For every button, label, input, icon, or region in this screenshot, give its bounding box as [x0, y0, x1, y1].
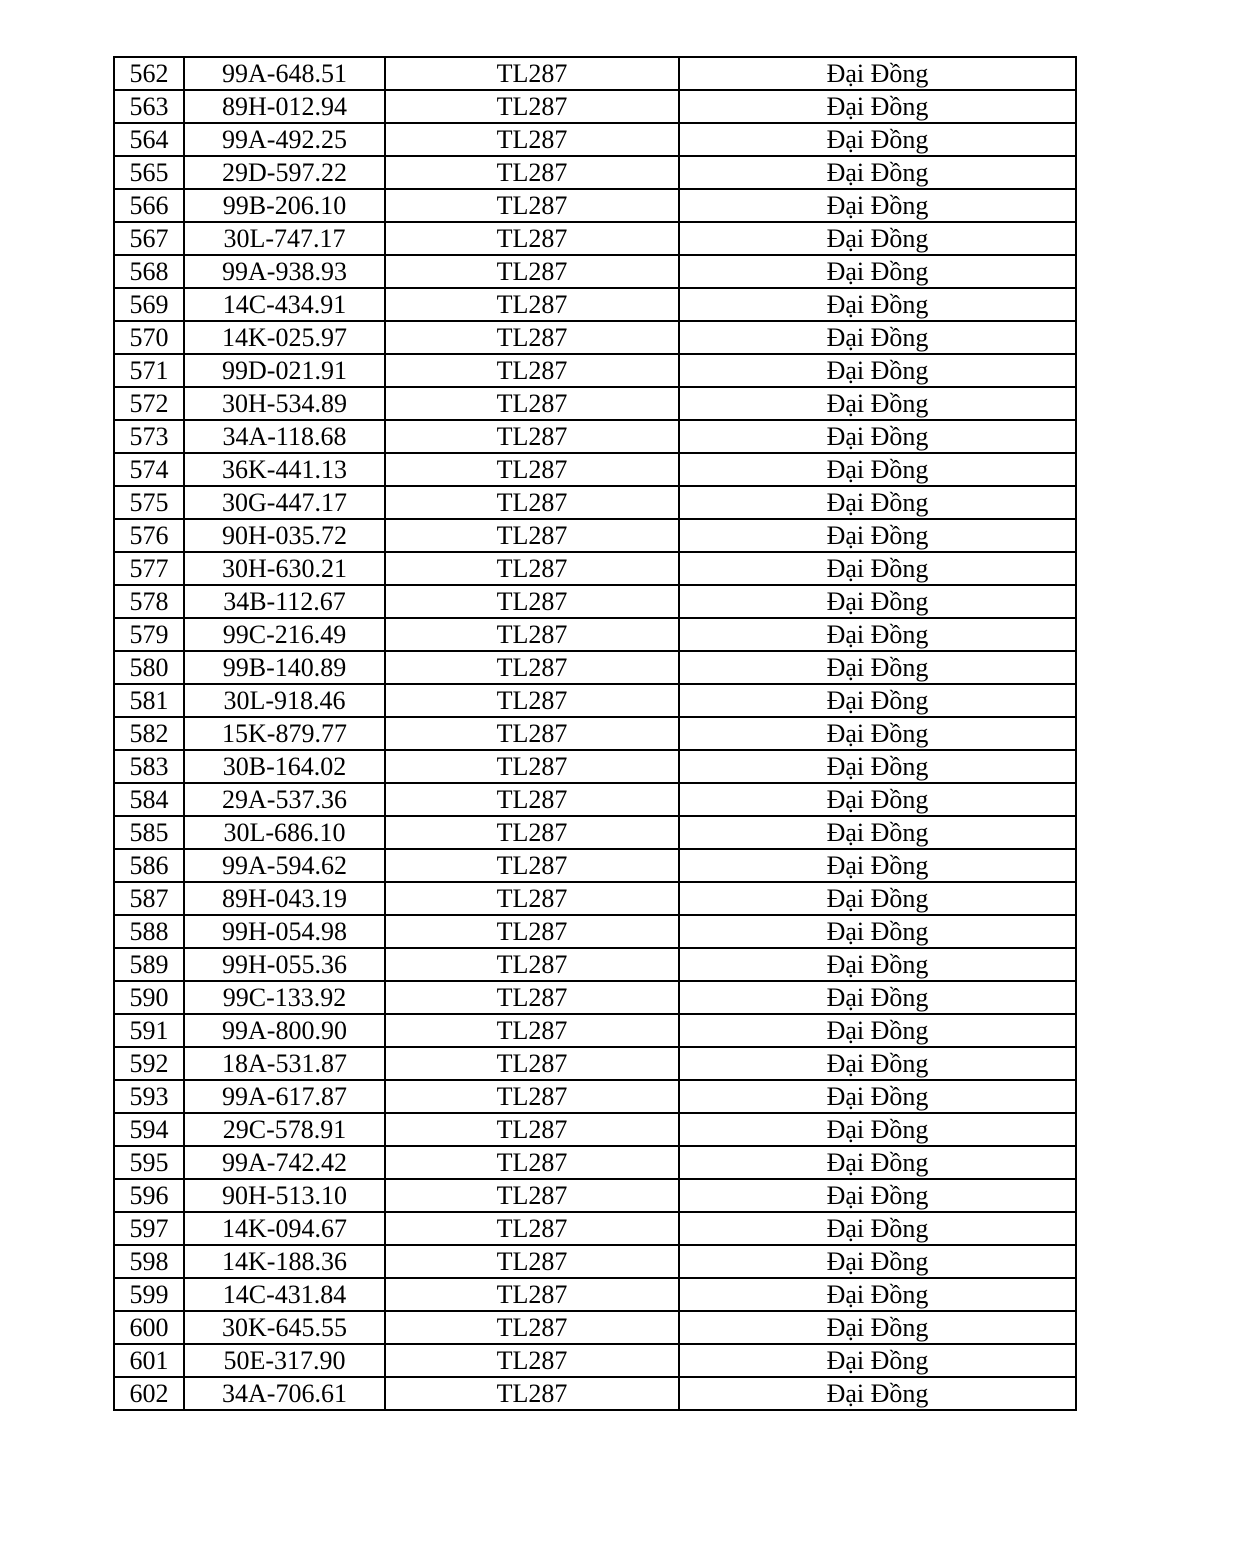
location-cell: Đại Đồng	[679, 222, 1076, 255]
license-plate-cell: 30L-747.17	[184, 222, 385, 255]
license-plate-cell: 15K-879.77	[184, 717, 385, 750]
table-row	[114, 717, 1076, 750]
table-row	[114, 1047, 1076, 1080]
license-plate-cell: 89H-043.19	[184, 882, 385, 915]
license-plate-cell: 34A-706.61	[184, 1377, 385, 1410]
row-number-cell: 574	[114, 453, 184, 486]
table-row	[114, 882, 1076, 915]
row-number-cell: 586	[114, 849, 184, 882]
table-row	[114, 816, 1076, 849]
road-cell: TL287	[385, 387, 679, 420]
location-cell: Đại Đồng	[679, 387, 1076, 420]
license-plate-cell: 34A-118.68	[184, 420, 385, 453]
table-row	[114, 486, 1076, 519]
location-cell: Đại Đồng	[679, 717, 1076, 750]
location-cell: Đại Đồng	[679, 783, 1076, 816]
road-cell: TL287	[385, 486, 679, 519]
row-number-cell: 567	[114, 222, 184, 255]
license-plate-cell: 36K-441.13	[184, 453, 385, 486]
location-cell: Đại Đồng	[679, 255, 1076, 288]
license-plate-cell: 99A-492.25	[184, 123, 385, 156]
location-cell: Đại Đồng	[679, 948, 1076, 981]
location-cell: Đại Đồng	[679, 585, 1076, 618]
road-cell: TL287	[385, 783, 679, 816]
table-row	[114, 585, 1076, 618]
row-number-cell: 578	[114, 585, 184, 618]
license-plate-cell: 14K-094.67	[184, 1212, 385, 1245]
table-row	[114, 354, 1076, 387]
road-cell: TL287	[385, 585, 679, 618]
table-row	[114, 1014, 1076, 1047]
road-cell: TL287	[385, 882, 679, 915]
license-plate-cell: 99A-800.90	[184, 1014, 385, 1047]
location-cell: Đại Đồng	[679, 618, 1076, 651]
table-row	[114, 519, 1076, 552]
table-row	[114, 288, 1076, 321]
row-number-cell: 580	[114, 651, 184, 684]
license-plate-cell: 99A-648.51	[184, 57, 385, 90]
table-row	[114, 1179, 1076, 1212]
location-cell: Đại Đồng	[679, 849, 1076, 882]
row-number-cell: 570	[114, 321, 184, 354]
row-number-cell: 588	[114, 915, 184, 948]
row-number-cell: 571	[114, 354, 184, 387]
location-cell: Đại Đồng	[679, 1245, 1076, 1278]
table-row	[114, 57, 1076, 90]
location-cell: Đại Đồng	[679, 123, 1076, 156]
table-row	[114, 948, 1076, 981]
location-cell: Đại Đồng	[679, 354, 1076, 387]
row-number-cell: 563	[114, 90, 184, 123]
license-plate-cell: 30H-630.21	[184, 552, 385, 585]
row-number-cell: 569	[114, 288, 184, 321]
road-cell: TL287	[385, 684, 679, 717]
license-plate-cell: 14C-431.84	[184, 1278, 385, 1311]
table-row	[114, 90, 1076, 123]
row-number-cell: 602	[114, 1377, 184, 1410]
location-cell: Đại Đồng	[679, 420, 1076, 453]
license-plate-cell: 99C-133.92	[184, 981, 385, 1014]
road-cell: TL287	[385, 519, 679, 552]
road-cell: TL287	[385, 1377, 679, 1410]
location-cell: Đại Đồng	[679, 1113, 1076, 1146]
road-cell: TL287	[385, 618, 679, 651]
road-cell: TL287	[385, 288, 679, 321]
license-plate-cell: 30H-534.89	[184, 387, 385, 420]
location-cell: Đại Đồng	[679, 981, 1076, 1014]
location-cell: Đại Đồng	[679, 816, 1076, 849]
table-row	[114, 156, 1076, 189]
road-cell: TL287	[385, 552, 679, 585]
license-plate-cell: 30G-447.17	[184, 486, 385, 519]
road-cell: TL287	[385, 255, 679, 288]
location-cell: Đại Đồng	[679, 1014, 1076, 1047]
row-number-cell: 590	[114, 981, 184, 1014]
license-plate-cell: 30K-645.55	[184, 1311, 385, 1344]
row-number-cell: 597	[114, 1212, 184, 1245]
table-row	[114, 981, 1076, 1014]
row-number-cell: 565	[114, 156, 184, 189]
table-row	[114, 420, 1076, 453]
road-cell: TL287	[385, 1113, 679, 1146]
table-row	[114, 1080, 1076, 1113]
row-number-cell: 595	[114, 1146, 184, 1179]
road-cell: TL287	[385, 420, 679, 453]
row-number-cell: 564	[114, 123, 184, 156]
row-number-cell: 594	[114, 1113, 184, 1146]
license-plate-cell: 99H-054.98	[184, 915, 385, 948]
table-row	[114, 552, 1076, 585]
table-row	[114, 1113, 1076, 1146]
table-row	[114, 189, 1076, 222]
license-plate-cell: 99D-021.91	[184, 354, 385, 387]
location-cell: Đại Đồng	[679, 519, 1076, 552]
license-plate-cell: 99B-206.10	[184, 189, 385, 222]
road-cell: TL287	[385, 90, 679, 123]
license-plate-cell: 99C-216.49	[184, 618, 385, 651]
table-row	[114, 453, 1076, 486]
license-plate-cell: 30L-918.46	[184, 684, 385, 717]
row-number-cell: 584	[114, 783, 184, 816]
row-number-cell: 600	[114, 1311, 184, 1344]
license-plate-cell: 99A-617.87	[184, 1080, 385, 1113]
license-plate-cell: 14K-188.36	[184, 1245, 385, 1278]
license-plate-cell: 30B-164.02	[184, 750, 385, 783]
row-number-cell: 576	[114, 519, 184, 552]
row-number-cell: 593	[114, 1080, 184, 1113]
location-cell: Đại Đồng	[679, 882, 1076, 915]
location-cell: Đại Đồng	[679, 1212, 1076, 1245]
license-plate-cell: 99A-938.93	[184, 255, 385, 288]
road-cell: TL287	[385, 1146, 679, 1179]
location-cell: Đại Đồng	[679, 1311, 1076, 1344]
row-number-cell: 566	[114, 189, 184, 222]
license-plate-cell: 18A-531.87	[184, 1047, 385, 1080]
table-body	[114, 57, 1076, 1410]
table-row	[114, 651, 1076, 684]
location-cell: Đại Đồng	[679, 1047, 1076, 1080]
license-plate-cell: 14C-434.91	[184, 288, 385, 321]
table-row	[114, 1311, 1076, 1344]
road-cell: TL287	[385, 750, 679, 783]
table-row	[114, 1278, 1076, 1311]
road-cell: TL287	[385, 189, 679, 222]
row-number-cell: 585	[114, 816, 184, 849]
row-number-cell: 562	[114, 57, 184, 90]
location-cell: Đại Đồng	[679, 288, 1076, 321]
location-cell: Đại Đồng	[679, 1179, 1076, 1212]
table-row	[114, 1245, 1076, 1278]
license-plate-cell: 14K-025.97	[184, 321, 385, 354]
road-cell: TL287	[385, 1278, 679, 1311]
road-cell: TL287	[385, 1047, 679, 1080]
table-row	[114, 783, 1076, 816]
location-cell: Đại Đồng	[679, 321, 1076, 354]
row-number-cell: 583	[114, 750, 184, 783]
location-cell: Đại Đồng	[679, 1278, 1076, 1311]
row-number-cell: 568	[114, 255, 184, 288]
location-cell: Đại Đồng	[679, 1377, 1076, 1410]
road-cell: TL287	[385, 1179, 679, 1212]
location-cell: Đại Đồng	[679, 189, 1076, 222]
row-number-cell: 575	[114, 486, 184, 519]
road-cell: TL287	[385, 156, 679, 189]
road-cell: TL287	[385, 123, 679, 156]
license-plate-cell: 29A-537.36	[184, 783, 385, 816]
license-plate-cell: 50E-317.90	[184, 1344, 385, 1377]
row-number-cell: 592	[114, 1047, 184, 1080]
road-cell: TL287	[385, 1014, 679, 1047]
row-number-cell: 589	[114, 948, 184, 981]
table-row	[114, 123, 1076, 156]
table-row	[114, 1146, 1076, 1179]
row-number-cell: 587	[114, 882, 184, 915]
location-cell: Đại Đồng	[679, 1344, 1076, 1377]
table-row	[114, 255, 1076, 288]
road-cell: TL287	[385, 651, 679, 684]
road-cell: TL287	[385, 222, 679, 255]
license-plate-cell: 90H-035.72	[184, 519, 385, 552]
location-cell: Đại Đồng	[679, 684, 1076, 717]
location-cell: Đại Đồng	[679, 486, 1076, 519]
license-plate-cell: 89H-012.94	[184, 90, 385, 123]
row-number-cell: 581	[114, 684, 184, 717]
table-row	[114, 618, 1076, 651]
license-plate-cell: 30L-686.10	[184, 816, 385, 849]
row-number-cell: 582	[114, 717, 184, 750]
row-number-cell: 591	[114, 1014, 184, 1047]
location-cell: Đại Đồng	[679, 156, 1076, 189]
table-row	[114, 915, 1076, 948]
license-plate-cell: 99A-594.62	[184, 849, 385, 882]
road-cell: TL287	[385, 981, 679, 1014]
road-cell: TL287	[385, 1212, 679, 1245]
location-cell: Đại Đồng	[679, 552, 1076, 585]
table-row	[114, 321, 1076, 354]
road-cell: TL287	[385, 915, 679, 948]
row-number-cell: 573	[114, 420, 184, 453]
row-number-cell: 577	[114, 552, 184, 585]
road-cell: TL287	[385, 57, 679, 90]
table-row	[114, 1344, 1076, 1377]
table-row	[114, 1212, 1076, 1245]
row-number-cell: 601	[114, 1344, 184, 1377]
road-cell: TL287	[385, 717, 679, 750]
road-cell: TL287	[385, 321, 679, 354]
road-cell: TL287	[385, 1080, 679, 1113]
location-cell: Đại Đồng	[679, 651, 1076, 684]
row-number-cell: 579	[114, 618, 184, 651]
location-cell: Đại Đồng	[679, 90, 1076, 123]
license-plate-cell: 99B-140.89	[184, 651, 385, 684]
road-cell: TL287	[385, 354, 679, 387]
row-number-cell: 572	[114, 387, 184, 420]
road-cell: TL287	[385, 453, 679, 486]
table-row	[114, 684, 1076, 717]
license-plate-cell: 99A-742.42	[184, 1146, 385, 1179]
table-row	[114, 387, 1076, 420]
location-cell: Đại Đồng	[679, 915, 1076, 948]
row-number-cell: 599	[114, 1278, 184, 1311]
license-plate-cell: 34B-112.67	[184, 585, 385, 618]
road-cell: TL287	[385, 849, 679, 882]
location-cell: Đại Đồng	[679, 453, 1076, 486]
license-plate-cell: 29C-578.91	[184, 1113, 385, 1146]
road-cell: TL287	[385, 948, 679, 981]
location-cell: Đại Đồng	[679, 750, 1076, 783]
table-row	[114, 222, 1076, 255]
row-number-cell: 596	[114, 1179, 184, 1212]
license-plate-cell: 29D-597.22	[184, 156, 385, 189]
violation-table	[113, 56, 1077, 1411]
table-row	[114, 849, 1076, 882]
road-cell: TL287	[385, 816, 679, 849]
table-row	[114, 1377, 1076, 1410]
road-cell: TL287	[385, 1245, 679, 1278]
row-number-cell: 598	[114, 1245, 184, 1278]
location-cell: Đại Đồng	[679, 1080, 1076, 1113]
road-cell: TL287	[385, 1344, 679, 1377]
license-plate-cell: 99H-055.36	[184, 948, 385, 981]
license-plate-cell: 90H-513.10	[184, 1179, 385, 1212]
road-cell: TL287	[385, 1311, 679, 1344]
location-cell: Đại Đồng	[679, 57, 1076, 90]
table-row	[114, 750, 1076, 783]
location-cell: Đại Đồng	[679, 1146, 1076, 1179]
